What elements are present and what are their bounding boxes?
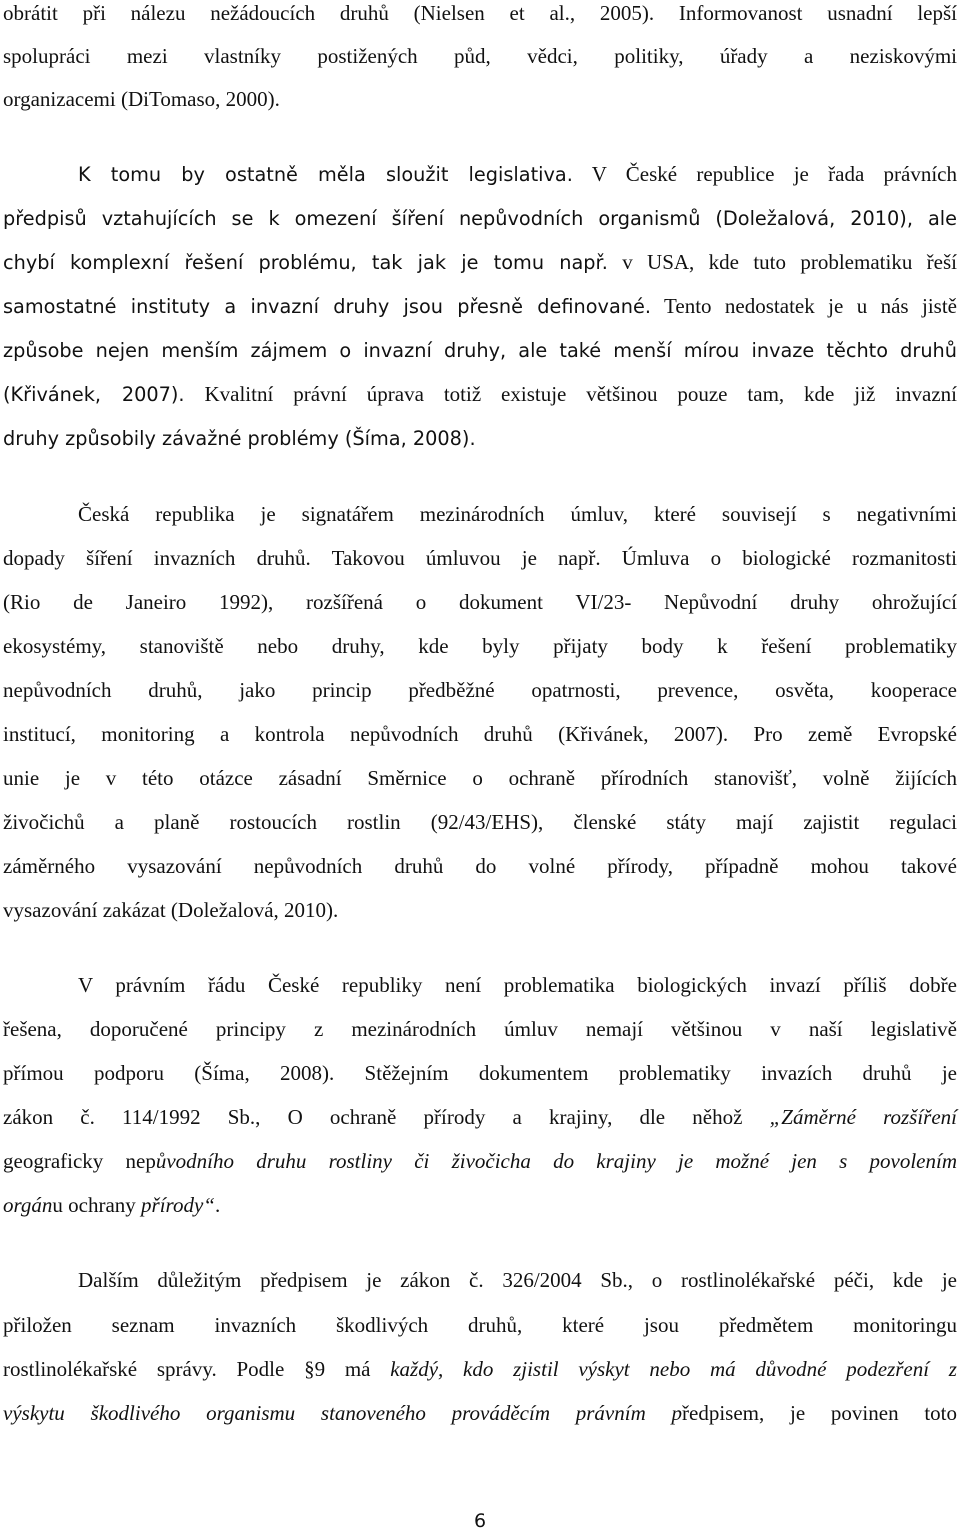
paragraph-2-line-7 <box>3 425 957 452</box>
paragraph-5-line-4 <box>3 1400 957 1426</box>
text-run: nepůvodních druhů, jako princip předběžné opatrnosti, prevence, osvěta, kooperace <box>3 678 957 702</box>
text-run: každý, kdo zjistil výskyt nebo má důvodné podezření z <box>390 1357 957 1381</box>
paragraph-1-line-2 <box>3 43 957 69</box>
text-run: geograficky nep <box>3 1149 156 1173</box>
paragraph-3-line-2 <box>3 545 957 571</box>
text-run: institucí, monitoring a kontrola nepůvodních druhů (Křivánek, 2007). Pro země Evropské <box>3 722 957 746</box>
paragraph-2-line-3 <box>3 249 957 276</box>
paragraph-3-line-4 <box>3 633 957 659</box>
text-run: Úmluva o biologické rozmanitosti <box>600 546 957 570</box>
text-run: spolupráci mezi vlastníky postižených půd, vědci, politiky, úřady a neziskovými <box>3 44 957 68</box>
paragraph-3-line-1 <box>78 501 957 527</box>
paragraph-2-line-2 <box>3 205 957 232</box>
text-run: K tomu by ostatně měla sloužit legislativa. <box>78 163 573 186</box>
paragraph-3-line-7 <box>3 765 957 791</box>
text-run: záměrného vysazování nepůvodních druhů do volné přírody, případně mohou takové <box>3 854 957 878</box>
text-run: V České republice je řada právních <box>572 162 957 186</box>
text-run: přiložen seznam invazních škodlivých druhů, které jsou předmětem monitoringu <box>3 1313 957 1337</box>
paragraph-5-line-3 <box>3 1356 957 1382</box>
text-run: (Křivánek, 2007). <box>3 383 185 406</box>
text-run: u ochrany <box>52 1193 142 1217</box>
paragraph-3-line-3 <box>3 589 957 615</box>
text-run: V právním řádu České republiky není problematika biologických invazí příliš dobře <box>78 973 957 997</box>
text-run: ředpisem, je povinen toto <box>682 1401 957 1425</box>
paragraph-2-line-6 <box>3 381 957 408</box>
paragraph-4-line-6 <box>3 1192 957 1218</box>
paragraph-3-line-5 <box>3 677 957 703</box>
paragraph-3-line-9 <box>3 853 957 879</box>
paragraph-2-line-4 <box>3 293 957 320</box>
text-run: dopady šíření invazních druhů. Takovou úmluvou je např. <box>3 546 601 570</box>
text-run: přímou podporu (Šíma, 2008). Stěžejním dokumentem problematiky invazích druhů je <box>3 1061 957 1085</box>
paragraph-2-line-1 <box>78 161 957 188</box>
text-run: Dalším důležitým předpisem je zákon č. 326/2004 Sb., o rostlinolékařské péči, kde je <box>78 1268 957 1292</box>
paragraph-3-line-10 <box>3 897 957 923</box>
text-run: Kvalitní právní úprava totiž existuje většinou pouze tam, kde již invazní <box>184 382 958 406</box>
text-run: orgán <box>3 1193 53 1217</box>
text-run: organizacemi (DiTomaso, 2000). <box>3 87 280 111</box>
paragraph-1-line-3 <box>3 86 957 112</box>
text-run: druhy způsobily závažné problémy (Šíma, 2008). <box>3 427 476 450</box>
text-run: řešena, doporučené principy z mezinárodních úmluv nemají většinou v naší legislativě <box>3 1017 957 1041</box>
text-run: unie je v této otázce zásadní Směrnice o ochraně přírodních stanovišť, volně žijících <box>3 766 957 790</box>
text-run: Tento nedostatek je u nás jistě <box>650 294 958 318</box>
paragraph-3-line-6 <box>3 721 957 747</box>
paragraph-5-line-1 <box>78 1267 957 1293</box>
text-run: živočichů a planě rostoucích rostlin (92/43/EHS), členské státy mají zajistit regulaci <box>3 810 957 834</box>
page-number: 6 <box>473 1510 487 1532</box>
text-run: (Rio de Janeiro 1992), rozšířená o dokument VI/23- Nepůvodní druhy ohrožující <box>3 590 957 614</box>
paragraph-4-line-5 <box>3 1148 957 1174</box>
text-run: „Záměrné rozšíření <box>769 1105 957 1129</box>
text-run: předpisů vztahujících se k omezení šíření nepůvodních organismů (Doležalová, 2010), ale <box>3 207 957 230</box>
text-run: vysazování zakázat (Doležalová, 2010). <box>3 898 339 922</box>
text-run: zákon č. 114/1992 Sb., O ochraně přírody a krajiny, dle něhož <box>3 1105 770 1129</box>
text-run: Česká republika je signatářem mezinárodních úmluv, které souvisejí s negativními <box>78 502 957 526</box>
text-run: . <box>214 1193 221 1217</box>
text-run: rostlinolékařské správy. Podle §9 má <box>3 1357 391 1381</box>
paragraph-4-line-1 <box>78 972 957 998</box>
paragraph-4-line-4 <box>3 1104 957 1130</box>
text-run: způsobe nejen menším zájmem o invazní druhy, ale také menší mírou invaze těchto druhů <box>3 339 957 362</box>
text-run: přírody“ <box>141 1193 215 1217</box>
text-run: ůvodního druhu rostliny či živočicha do krajiny je možné jen s povolením <box>155 1149 957 1173</box>
paragraph-4-line-3 <box>3 1060 957 1086</box>
text-run: v USA, kde tuto problematiku řeší <box>607 250 957 274</box>
paragraph-4-line-2 <box>3 1016 957 1042</box>
paragraph-1-line-1 <box>3 0 957 26</box>
text-run: obrátit při nálezu nežádoucích druhů (Nielsen et al., 2005). Informovanost usnadní lepší <box>3 1 957 25</box>
paragraph-5-line-2 <box>3 1312 957 1338</box>
text-run: samostatné instituty a invazní druhy jsou přesně definované. <box>3 295 651 318</box>
text-run: ekosystémy, stanoviště nebo druhy, kde byly přijaty body k řešení problematiky <box>3 634 957 658</box>
paragraph-3-line-8 <box>3 809 957 835</box>
text-run: výskytu škodlivého organismu stanoveného prováděcím právním p <box>3 1401 683 1425</box>
paragraph-2-line-5 <box>3 337 957 364</box>
text-run: chybí komplexní řešení problému, tak jak je tomu např. <box>3 251 608 274</box>
